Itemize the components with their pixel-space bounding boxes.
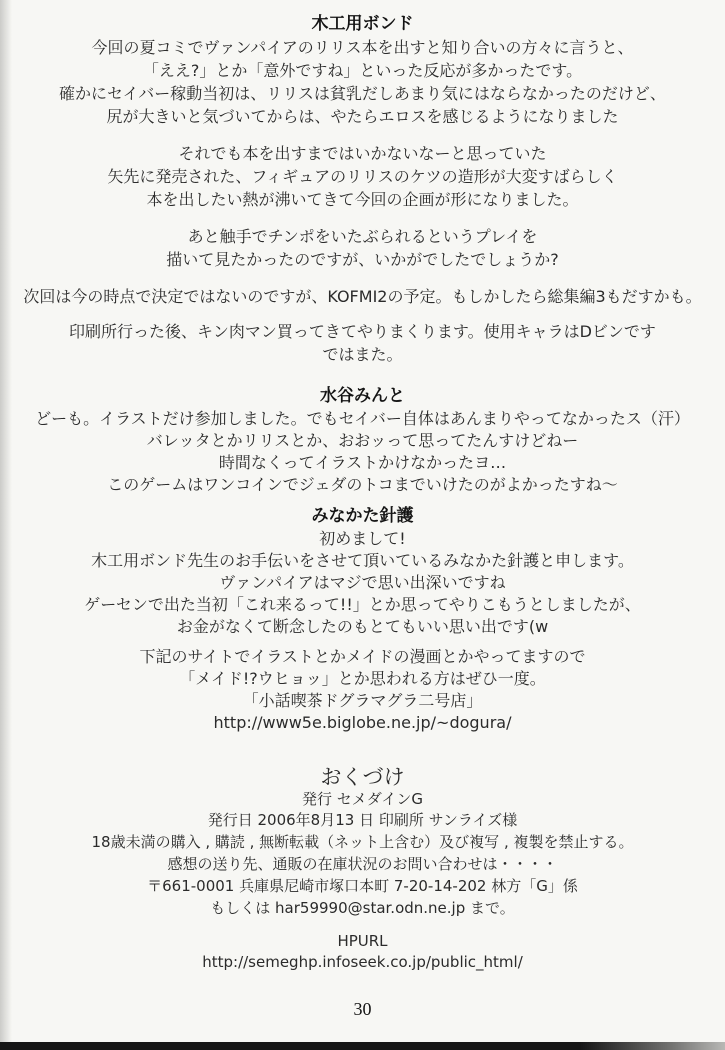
site-url-text: http://www5e.biglobe.ne.jp/~dogura/ — [213, 713, 512, 732]
colophon-title: おくづけ — [320, 765, 405, 789]
colophon-address: 〒661-0001 兵庫県尼崎市塚口本町 7-20-14-202 林方「G」係 — [147, 877, 578, 895]
section-heading-shingo: みなかた針護 — [311, 506, 414, 526]
text-line: バレッタとかリリスとか、おおッって思ってたんすけどねー — [146, 431, 579, 450]
text-line: 「小話喫茶ドグラマグラ二号店」 — [242, 691, 483, 710]
text-line: 次回は今の時点で決定ではないのですが、KOFMI2の予定。もしかしたら総集編3もだすかも。 — [23, 287, 702, 306]
minto-paragraph-1 — [0, 408, 725, 496]
page-number: 30 — [353, 999, 372, 1019]
shingo-paragraph-2 — [0, 646, 725, 734]
colophon-lines — [0, 809, 725, 919]
bond-paragraph-1 — [0, 36, 725, 128]
section-heading-minto: 水谷みんと — [320, 386, 405, 406]
bond-paragraph-4 — [0, 285, 725, 308]
text-line: 描いて見たかったのですが、いかがでしたでしょうか? — [166, 250, 559, 269]
text-line: お金がなくて断念したのもとてもいい思い出です(w — [176, 617, 549, 636]
text-line: 今回の夏コミでヴァンパイアのリリス本を出すと知り合いの方々に言うと、 — [91, 38, 634, 57]
text-line: 尻が大きいと気づいてからは、やたらエロスを感じるようになりました — [106, 107, 619, 126]
text-line: 印刷所行った後、キン肉マン買ってきてやりまくります。使用キャラはDビンです — [69, 322, 656, 341]
text-line: 確かにセイバー稼動当初は、リリスは貧乳だしあまり気にはならなかったのだけど、 — [59, 84, 666, 103]
bond-paragraph-5 — [0, 320, 725, 366]
colophon-date-printer: 発行日 2006年8月13 日 印刷所 サンライズ様 — [207, 811, 518, 829]
hp-url-label: HPURL — [337, 932, 388, 950]
text-line: ゲーセンで出た当初「これ来るって!!」とか思ってやりこもうとしましたが、 — [84, 595, 641, 614]
text-line: 初めまして! — [319, 529, 406, 548]
text-line: 木工用ボンド先生のお手伝いをさせて頂いているみなかた針護と申します。 — [91, 551, 634, 570]
text-line: このゲームはワンコインでジェダのトコまでいけたのがよかったすね〜 — [107, 475, 618, 494]
bond-paragraph-3 — [0, 225, 725, 271]
text-line: 本を出したい熱が沸いてきて今回の企画が形になりました。 — [146, 190, 579, 209]
hp-url-text: http://semeghp.infoseek.co.jp/public_html/ — [202, 953, 523, 971]
text-line: ではまた。 — [322, 345, 403, 364]
text-line: 時間なくってイラストかけなかったヨ… — [218, 453, 507, 472]
bond-paragraph-2 — [0, 142, 725, 211]
colophon-publisher: 発行 セメダインG — [301, 790, 424, 808]
text-line: 矢先に発売された、フィギュアのリリスのケツの造形が大変すばらしく — [107, 167, 618, 186]
colophon-email: もしくは har59990@star.odn.ne.jp まで。 — [210, 899, 515, 917]
text-line: 下記のサイトでイラストとかメイドの漫画とかやってますので — [139, 647, 586, 666]
text-line: ヴァンパイアはマジで思い出深いですね — [219, 573, 506, 592]
shingo-paragraph-1 — [0, 528, 725, 638]
text-line: あと触手でチンポをいたぶられるというプレイを — [187, 227, 538, 246]
colophon-notice: 18歳未満の購入 , 購読 , 無断転載（ネット上含む）及び複写 , 複製を禁止する。 — [91, 833, 634, 851]
text-line: 「メイド!?ウヒョッ」とか思われる方はぜひ一度。 — [179, 669, 546, 688]
text-line: 「ええ?」とか「意外ですね」といった反応が多かったです。 — [142, 61, 583, 80]
colophon-contact: 感想の送り先、通販の在庫状況のお問い合わせは・・・・ — [167, 855, 558, 873]
text-line: どーも。イラストだけ参加しました。でもセイバー自体はあんまりやってなかったス（汗） — [35, 409, 690, 428]
section-heading-bond: 木工用ボンド — [311, 14, 414, 34]
scan-bottom-edge — [0, 1042, 725, 1050]
text-line: それでも本を出すまではいかないなーと思っていた — [178, 144, 547, 163]
